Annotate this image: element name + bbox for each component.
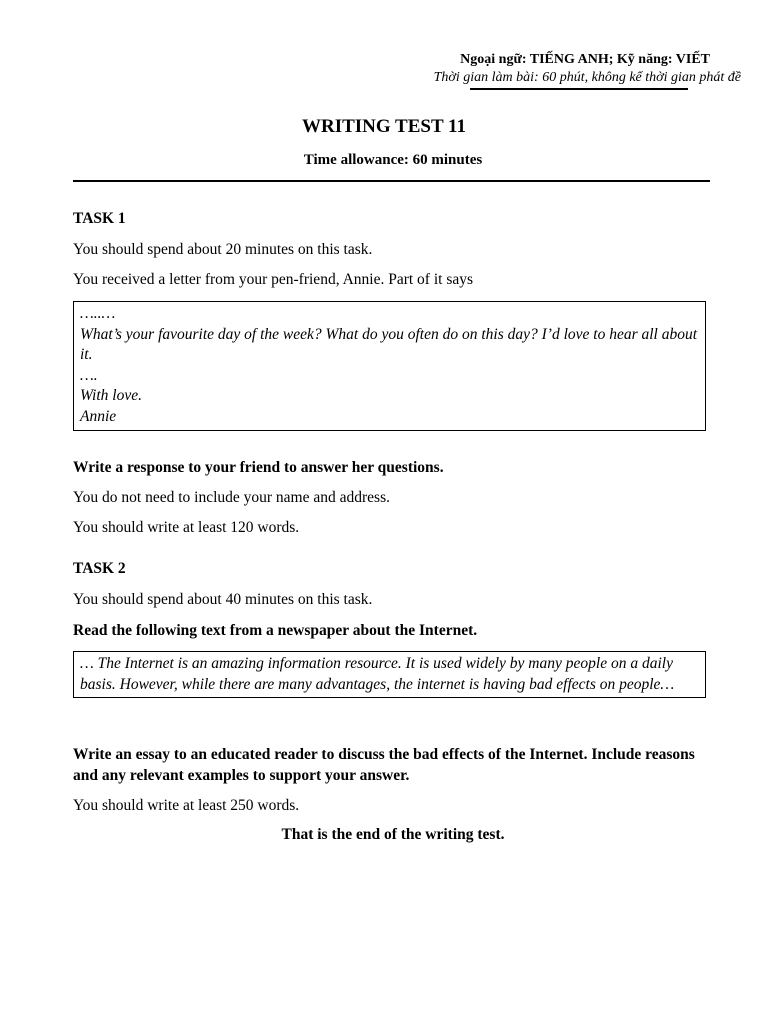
- task1-spend-text: You should spend about 20 minutes on this task.: [73, 241, 373, 258]
- newspaper-excerpt-box: [73, 651, 706, 698]
- letter-ellipsis-top: …..…: [80, 305, 116, 322]
- task1-intro-text: You received a letter from your pen-friend, Annie. Part of it says: [73, 271, 474, 288]
- letter-signature: Annie: [80, 407, 117, 425]
- task2-heading: TASK 2: [73, 560, 126, 577]
- exam-time-header: Thời gian làm bài: 60 phút, không kể thời gian phát đề: [433, 70, 741, 85]
- task1-note: You do not need to include your name and address.: [73, 489, 390, 506]
- task1-heading: TASK 1: [73, 210, 126, 227]
- letter-ellipsis-mid: ….: [80, 366, 98, 384]
- letter-body: What’s your favourite day of the week? What do you often do on this day? I’d love to hear all about it.: [80, 325, 698, 364]
- end-of-test-text: That is the end of the writing test.: [281, 826, 505, 843]
- task2-instruction: Write an essay to an educated reader to discuss the bad effects of the Internet. Include reasons and any relevant examples to support your answer.: [73, 746, 695, 784]
- task2-spend-text: You should spend about 40 minutes on this task.: [73, 591, 373, 608]
- time-allowance: Time allowance: 60 minutes: [303, 152, 483, 168]
- task2-intro-text: Read the following text from a newspaper about the Internet.: [73, 622, 478, 639]
- title-divider: [73, 180, 710, 182]
- exam-subject-header: Ngoại ngữ: TIẾNG ANH; Kỹ năng: VIẾT: [460, 52, 710, 67]
- task2-word-count: You should write at least 250 words.: [73, 797, 300, 814]
- task1-word-count: You should write at least 120 words.: [73, 519, 300, 536]
- header-underline: [470, 88, 688, 90]
- letter-box: [73, 301, 706, 431]
- task1-instruction: Write a response to your friend to answer her questions.: [73, 459, 444, 476]
- letter-closing: With love.: [80, 387, 142, 405]
- newspaper-excerpt: … The Internet is an amazing information resource. It is used widely by many people on a daily basis. However, while there are many advantages, the internet is having bad effects on people…: [80, 655, 675, 693]
- page-title: WRITING TEST 11: [301, 116, 467, 137]
